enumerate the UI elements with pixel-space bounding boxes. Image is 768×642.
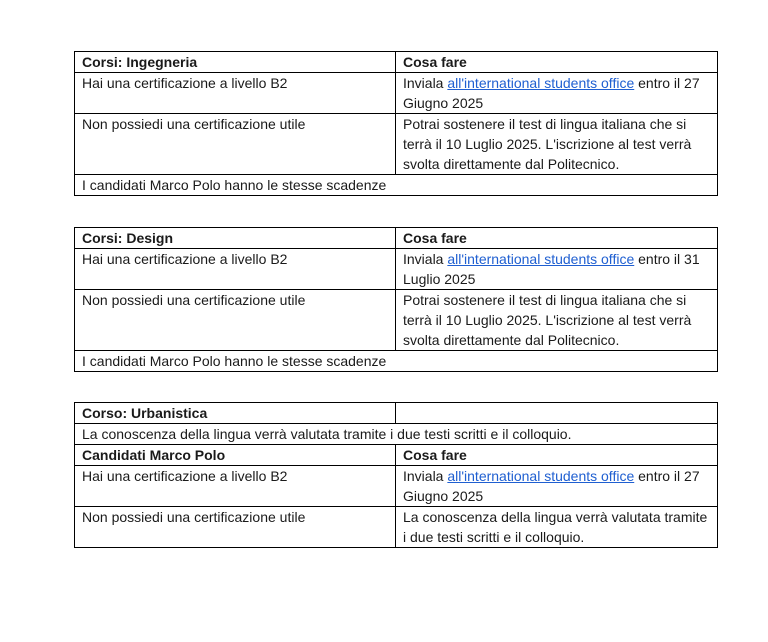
action-text: entro il 31 Luglio 2025 [403, 251, 700, 287]
table-row [75, 73, 718, 114]
condition-cell: Non possiedi una certificazione utile [75, 507, 396, 548]
table-row [75, 466, 718, 507]
table-note-row [75, 424, 718, 445]
table-footer-row [75, 175, 718, 196]
table-header-row [75, 52, 718, 73]
table-design [74, 227, 718, 372]
action-cell: La conoscenza della lingua verrà valutata tramite i due testi scritti e il colloquio. [396, 507, 718, 548]
table-row [75, 290, 718, 351]
action-cell: Potrai sostenere il test di lingua italiana che si terrà il 10 Luglio 2025. L'iscrizione al test verrà svolta direttamente dal Politecnico. [396, 114, 718, 175]
table-row [75, 507, 718, 548]
action-text: Inviala [403, 75, 448, 91]
condition-cell: Non possiedi una certificazione utile [75, 290, 396, 351]
header-course: Corsi: Design [75, 228, 396, 249]
action-cell [396, 249, 718, 290]
international-office-link[interactable]: all'international students office [447, 251, 635, 267]
international-office-link[interactable]: all'international students office [447, 75, 635, 91]
header-empty [396, 403, 718, 424]
condition-cell: Hai una certificazione a livello B2 [75, 73, 396, 114]
action-cell [396, 73, 718, 114]
action-cell [396, 466, 718, 507]
action-text: entro il 27 Giugno 2025 [403, 75, 700, 111]
table-header-row [75, 403, 718, 424]
table-row [75, 114, 718, 175]
action-text: Inviala [403, 251, 448, 267]
table-urbanistica [74, 402, 718, 548]
table-row [75, 249, 718, 290]
header-course: Corsi: Ingegneria [75, 52, 396, 73]
table-header-row [75, 228, 718, 249]
header-course: Corso: Urbanistica [75, 403, 396, 424]
table-subheader-row [75, 445, 718, 466]
action-text: Inviala [403, 468, 448, 484]
footer-note: I candidati Marco Polo hanno le stesse scadenze [75, 175, 718, 196]
subheader-action: Cosa fare [396, 445, 718, 466]
table-footer-row [75, 351, 718, 372]
condition-cell: Hai una certificazione a livello B2 [75, 249, 396, 290]
table-ingegneria [74, 51, 718, 196]
international-office-link[interactable]: all'international students office [447, 468, 635, 484]
footer-note: I candidati Marco Polo hanno le stesse scadenze [75, 351, 718, 372]
condition-cell: Hai una certificazione a livello B2 [75, 466, 396, 507]
subheader-candidates: Candidati Marco Polo [75, 445, 396, 466]
action-text: entro il 27 Giugno 2025 [403, 468, 700, 504]
action-cell: Potrai sostenere il test di lingua italiana che si terrà il 10 Luglio 2025. L'iscrizione al test verrà svolta direttamente dal Politecnico. [396, 290, 718, 351]
header-action: Cosa fare [396, 228, 718, 249]
condition-cell: Non possiedi una certificazione utile [75, 114, 396, 175]
header-action: Cosa fare [396, 52, 718, 73]
language-note: La conoscenza della lingua verrà valutata tramite i due testi scritti e il colloquio. [75, 424, 718, 445]
